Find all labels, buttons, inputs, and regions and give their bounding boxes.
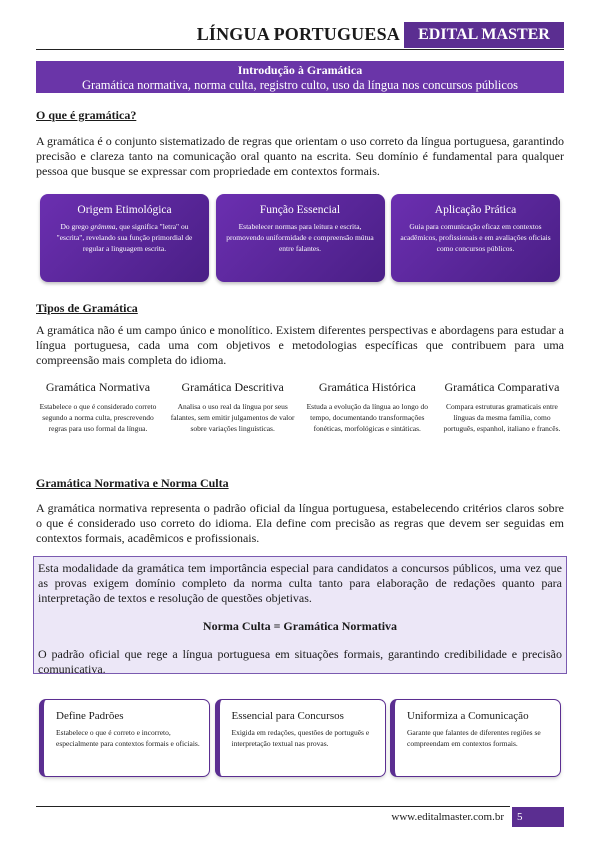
card-etymology <box>40 194 209 282</box>
normativa-cards <box>40 700 560 776</box>
header-brand: EDITAL MASTER <box>404 22 564 48</box>
page-header <box>36 22 564 48</box>
card-desc: Guia para comunicação eficaz em contextos acadêmicos, profissionais e em avaliações oficiais como concursos públicos. <box>400 222 551 253</box>
card-desc: Estabelecer normas para leitura e escrita, promovendo uniformidade e compreensão mútua entre falantes. <box>226 222 374 253</box>
card-desc: Do grego grámma, que significa "letra" ou "escrita", revelando sua função primordial de regular a linguagem escrita. <box>56 222 193 253</box>
card-title: Aplicação Prática <box>434 204 517 216</box>
card-function <box>216 194 385 282</box>
section-heading-types: Tipos de Gramática <box>36 301 138 315</box>
intro-banner <box>36 61 564 93</box>
section-heading-norma-culta: Gramática Normativa e Norma Culta <box>36 476 229 490</box>
type-desc: Analisa o uso real da língua por seus falantes, sem emitir julgamentos de valor sobre variações linguísticas. <box>170 402 295 433</box>
footer-divider <box>36 806 510 807</box>
card-title: Origem Etimológica <box>77 204 172 216</box>
type-descritiva <box>171 380 295 434</box>
type-title: Gramática Comparativa <box>444 380 560 394</box>
section-paragraph-types: A gramática não é um campo único e monolítico. Existem diferentes perspectivas e abordagens para estudar a língua portuguesa, cada uma com objetivos e metodologias específicas que contribuem para uma compreensão mais completa do idioma. <box>36 323 564 367</box>
card-uniformiza <box>391 700 560 776</box>
banner-title: Introdução à Gramática <box>237 63 363 77</box>
page-number: 5 <box>512 807 564 827</box>
card-desc: Estabelece o que é correto e incorreto, especialmente para contextos formais e oficiais. <box>56 728 200 748</box>
box-paragraph-2: O padrão oficial que rege a língua portuguesa em situações formais, garantindo credibilidade e precisão comunicativa. <box>38 647 562 676</box>
card-title: Define Padrões <box>56 710 124 722</box>
card-title: Essencial para Concursos <box>231 710 344 722</box>
card-define-padroes <box>40 700 209 776</box>
banner-subtitle: Gramática normativa, norma culta, registro culto, uso da língua nos concursos públicos <box>82 78 518 92</box>
box-paragraph: Esta modalidade da gramática tem importância especial para candidatos a concursos públicos, uma vez que as provas exigem domínio completo da norma culta tanto para elaboração de redações quanto para interpretação de textos e resolução de questões objetivas. <box>38 561 562 605</box>
type-normativa <box>36 380 160 434</box>
box-equation: Norma Culta = Gramática Normativa <box>202 619 398 633</box>
section-paragraph-norma-culta: A gramática normativa representa o padrão oficial da língua portuguesa, estabelecendo critérios claros sobre o que é considerado uso correto do idioma. Ela define com precisão as regras que devem ser seguidas em contextos formais, acadêmicos e profissionais. <box>36 501 564 545</box>
card-title: Uniformiza a Comunicação <box>407 710 529 722</box>
card-desc: Exigida em redações, questões de português e interpretação textual nas provas. <box>231 728 370 748</box>
type-desc: Compara estruturas gramaticais entre línguas da mesma família, como português, espanhol, italiano e francês. <box>443 402 561 433</box>
type-historica <box>305 380 429 434</box>
section-heading-what-is: O que é gramática? <box>36 108 137 122</box>
card-application <box>391 194 560 282</box>
card-concursos <box>216 700 385 776</box>
card-title: Função Essencial <box>259 204 341 216</box>
type-title: Gramática Descritiva <box>181 380 284 394</box>
footer-url[interactable]: www.editalmaster.com.br <box>391 811 504 823</box>
type-desc: Estabelece o que é considerado correto segundo a norma culta, prescrevendo regras para uso formal da língua. <box>39 402 157 433</box>
header-title: LÍNGUA PORTUGUESA <box>196 24 400 44</box>
highlight-box <box>33 556 567 674</box>
section-paragraph-what-is: A gramática é o conjunto sistematizado de regras que orientam o uso correto da língua portuguesa, garantindo precisão e clareza tanto na comunicação oral quanto na escrita. Seu domínio é fundamental para qualquer pessoa que busque se expressar com propriedade em contextos formais. <box>36 134 564 178</box>
type-title: Gramática Normativa <box>45 380 151 394</box>
concept-cards <box>40 194 560 282</box>
type-comparativa <box>440 380 564 434</box>
header-divider <box>36 49 564 50</box>
type-title: Gramática Histórica <box>318 380 416 394</box>
grammar-types <box>36 380 564 434</box>
card-desc: Garante que falantes de diferentes regiões se compreendam em contextos formais. <box>407 728 541 748</box>
type-desc: Estuda a evolução da língua ao longo do tempo, documentando transformações fonéticas, morfológicas e sintáticas. <box>306 402 429 433</box>
